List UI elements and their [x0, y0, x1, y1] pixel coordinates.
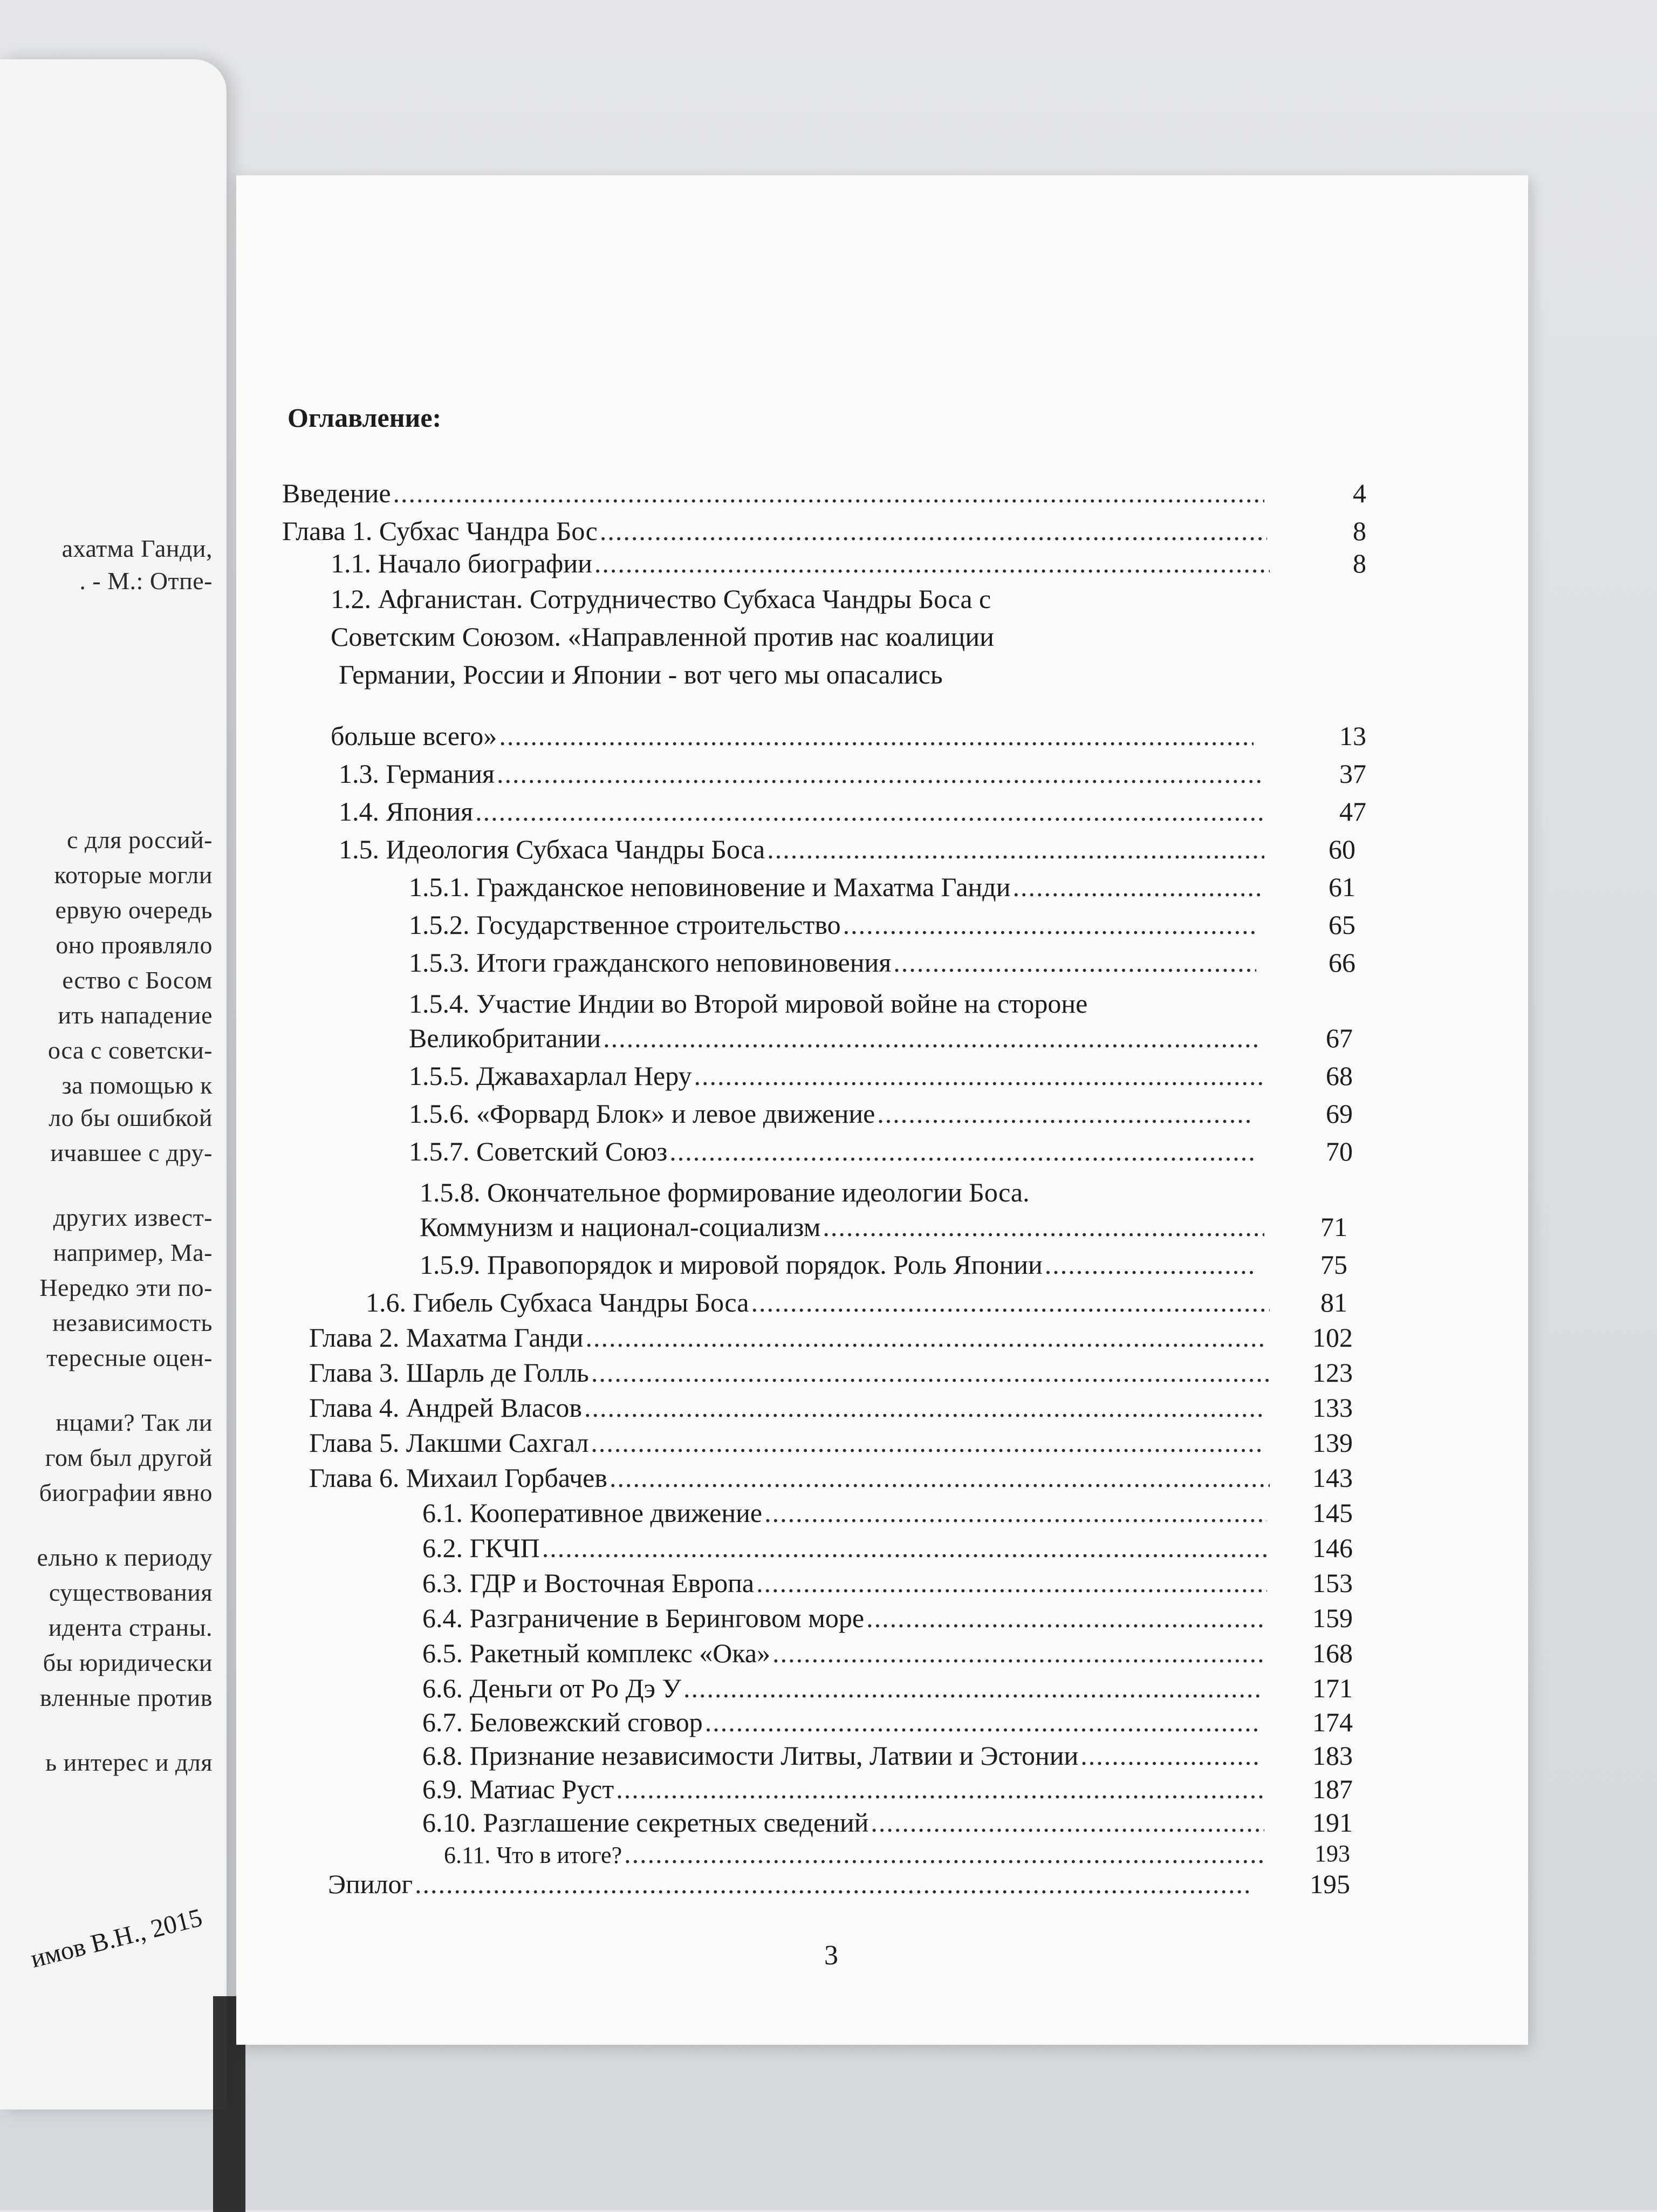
toc-page-number: 37 [1339, 759, 1366, 789]
previous-page-text-line: ло бы ошибкой [49, 1104, 213, 1131]
toc-page-number: 153 [1312, 1568, 1353, 1598]
toc-entry-title: 6.6. Деньги от Ро Дэ У [422, 1673, 681, 1703]
toc-entry-title: 1.4. Япония [339, 796, 474, 827]
previous-page-text-line: ахатма Ганди, [61, 535, 213, 562]
toc-entry [282, 515, 1269, 547]
toc-entry [409, 1060, 1266, 1091]
toc-leader-dots [616, 1773, 1264, 1805]
toc-entry [422, 1706, 1264, 1738]
toc-entry-title: Введение [282, 478, 391, 508]
toc-heading: Оглавление: [287, 402, 442, 433]
toc-page-number: 8 [1353, 548, 1366, 578]
toc-entry [309, 1322, 1269, 1353]
toc-leader-dots [499, 720, 1254, 752]
toc-leader-dots [767, 834, 1264, 865]
toc-entry [282, 477, 1266, 509]
toc-leader-dots [751, 1287, 1270, 1318]
previous-page-text-line: независимость [52, 1309, 213, 1336]
toc-page-number: 13 [1339, 721, 1366, 751]
previous-page-text-line: за помощью к [61, 1071, 213, 1099]
toc-entry [420, 1211, 1266, 1242]
toc-entry-title: Великобритании [409, 1023, 601, 1053]
previous-page-text-line: существования [49, 1579, 213, 1606]
toc-entry-line: 1.5.4. Участие Индии во Второй мировой войне на стороне [409, 988, 1088, 1019]
toc-page-number: 174 [1312, 1707, 1353, 1737]
toc-entry [422, 1807, 1266, 1838]
toc-page-number: 61 [1329, 872, 1355, 902]
toc-entry [339, 758, 1266, 789]
contents-page [236, 175, 1528, 2045]
toc-leader-dots [866, 1602, 1264, 1634]
toc-entry-title: Коммунизм и национал-социализм [420, 1212, 821, 1242]
toc-entry [309, 1427, 1264, 1458]
toc-leader-dots [683, 1672, 1262, 1704]
toc-entry-title: 6.9. Матиас Руст [422, 1774, 614, 1804]
previous-page-text-line: ество с Босом [62, 966, 213, 994]
toc-leader-dots [705, 1706, 1262, 1738]
toc-leader-dots [772, 1637, 1264, 1669]
toc-page-number: 102 [1312, 1322, 1353, 1353]
toc-entry [409, 909, 1261, 940]
toc-page-number: 47 [1339, 796, 1366, 827]
toc-page-number: 183 [1312, 1740, 1353, 1771]
toc-entry-title: 6.3. ГДР и Восточная Европа [422, 1568, 755, 1598]
toc-page-number: 159 [1312, 1603, 1353, 1633]
toc-entry [328, 1868, 1253, 1900]
previous-page-text-line: вленные против [40, 1684, 213, 1711]
previous-page-text-line: оно проявляло [56, 931, 213, 959]
previous-page-text-line: нцами? Так ли [56, 1409, 213, 1436]
page-number: 3 [824, 1940, 838, 1971]
toc-page-number: 65 [1329, 910, 1355, 940]
toc-leader-dots [475, 796, 1264, 827]
toc-entry [409, 871, 1266, 903]
toc-page-number: 69 [1326, 1098, 1353, 1129]
previous-page [0, 59, 227, 2109]
toc-entry-title: Глава 4. Андрей Власов [309, 1392, 582, 1423]
previous-page-text-line: ельно к периоду [37, 1544, 213, 1571]
toc-leader-dots [877, 1098, 1254, 1129]
previous-page-text-line: бы юридически [43, 1649, 213, 1676]
previous-page-text-line: других извест- [53, 1204, 213, 1231]
toc-page-number: 133 [1312, 1392, 1353, 1423]
toc-leader-dots [610, 1462, 1270, 1493]
toc-page-number: 143 [1312, 1463, 1353, 1493]
toc-entry-title: Глава 5. Лакшми Сахгал [309, 1428, 589, 1458]
toc-entry-line: 1.2. Афганистан. Сотрудничество Субхаса Чандры Боса с [331, 584, 991, 614]
toc-entry-title: 1.5.1. Гражданское неповиновение и Махатма Ганди [409, 872, 1011, 902]
toc-entry [409, 1022, 1264, 1054]
previous-page-text-line: биографии явно [39, 1479, 213, 1506]
toc-entry-title: 1.5.5. Джавахарлал Неру [409, 1061, 692, 1091]
toc-entry [422, 1497, 1269, 1528]
toc-entry [366, 1287, 1272, 1318]
toc-entry-title: 6.7. Беловежский сговор [422, 1707, 703, 1737]
toc-entry-title: Глава 3. Шарль де Голль [309, 1357, 589, 1388]
toc-entry [422, 1773, 1266, 1805]
toc-entry-line: Советским Союзом. «Направленной против нас коалиции [331, 622, 994, 652]
toc-page-number: 75 [1320, 1250, 1347, 1280]
toc-entry [409, 947, 1258, 978]
toc-entry-title: 1.5. Идеология Субхаса Чандры Боса [339, 834, 765, 864]
toc-entry [331, 548, 1272, 579]
toc-leader-dots [591, 1427, 1262, 1458]
toc-leader-dots [756, 1567, 1267, 1599]
toc-leader-dots [823, 1211, 1264, 1242]
toc-entry-title: 1.5.2. Государственное строительство [409, 910, 841, 940]
toc-leader-dots [415, 1868, 1251, 1900]
toc-page-number: 81 [1320, 1287, 1347, 1317]
previous-page-text-line: ить нападение [58, 1001, 213, 1029]
toc-page-number: 8 [1353, 516, 1366, 546]
toc-entry [422, 1602, 1266, 1634]
toc-entry [339, 834, 1266, 865]
toc-entry [309, 1357, 1272, 1388]
toc-page-number: 146 [1312, 1533, 1353, 1563]
toc-leader-dots [603, 1022, 1262, 1054]
toc-entry [409, 1136, 1258, 1167]
toc-leader-dots [591, 1357, 1270, 1388]
toc-leader-dots [497, 758, 1264, 789]
toc-entry-title: 1.5.3. Итоги гражданского неповиновения [409, 947, 892, 978]
previous-page-text-line: которые могли [54, 861, 213, 889]
previous-page-text-line: ь интерес и для [45, 1749, 213, 1776]
toc-leader-dots [594, 548, 1270, 579]
toc-entry-title: 6.5. Ракетный комплекс «Ока» [422, 1638, 771, 1668]
toc-page-number: 145 [1312, 1498, 1353, 1528]
previous-page-text-line: гом был другой [45, 1444, 213, 1471]
toc-entry-title: больше всего» [331, 721, 497, 751]
toc-entry-title: 1.1. Начало биографии [331, 548, 592, 578]
toc-entry-title: 1.3. Германия [339, 759, 495, 789]
toc-entry-line: 1.5.8. Окончательное формирование идеологии Боса. [420, 1177, 1030, 1207]
copyright-line: имов В.Н., 2015 [28, 1903, 205, 1974]
previous-page-text-line: с для россий- [67, 826, 213, 854]
toc-entry-line: Германии, России и Японии - вот чего мы опасались [339, 659, 943, 689]
toc-entry-title: 6.4. Разграничение в Беринговом море [422, 1603, 865, 1633]
toc-leader-dots [1045, 1249, 1256, 1280]
toc-entry-title: Глава 2. Махатма Ганди [309, 1322, 584, 1353]
previous-page-text-line: тересные оцен- [46, 1344, 213, 1371]
toc-entry [339, 796, 1266, 827]
toc-entry [309, 1462, 1272, 1493]
toc-entry-title: 6.11. Что в итоге? [444, 1842, 622, 1868]
toc-page-number: 68 [1326, 1061, 1353, 1091]
toc-page-number: 139 [1312, 1428, 1353, 1458]
toc-entry-title: 6.2. ГКЧП [422, 1533, 540, 1563]
toc-leader-dots [871, 1807, 1264, 1838]
toc-entry [422, 1672, 1264, 1704]
previous-page-text-line: ичавшее с дру- [50, 1139, 213, 1166]
toc-entry [422, 1637, 1266, 1669]
toc-entry [422, 1740, 1264, 1771]
toc-entry [422, 1567, 1269, 1599]
toc-leader-dots [393, 477, 1264, 509]
toc-entry-title: 6.1. Кооперативное движение [422, 1498, 763, 1528]
toc-leader-dots [694, 1060, 1264, 1091]
toc-entry [422, 1532, 1269, 1564]
toc-page-number: 67 [1326, 1023, 1353, 1053]
toc-entry [331, 720, 1256, 752]
toc-page-number: 187 [1312, 1774, 1353, 1804]
toc-entry-title: 6.10. Разглашение секретных сведений [422, 1807, 869, 1838]
toc-page-number: 168 [1312, 1638, 1353, 1668]
toc-entry-title: 1.5.6. «Форвард Блок» и левое движение [409, 1098, 875, 1129]
toc-leader-dots [1012, 871, 1264, 903]
toc-entry [409, 1098, 1256, 1129]
toc-entry-title: 1.6. Гибель Субхаса Чандры Боса [366, 1287, 749, 1317]
toc-page-number: 191 [1312, 1807, 1353, 1838]
toc-page-number: 171 [1312, 1673, 1353, 1703]
toc-page-number: 193 [1314, 1840, 1350, 1867]
previous-page-text-line: Нередко эти по- [39, 1274, 213, 1301]
toc-page-number: 70 [1326, 1136, 1353, 1166]
toc-leader-dots [843, 909, 1259, 940]
previous-page-text-line: идента страны. [48, 1614, 213, 1641]
toc-entry [309, 1392, 1266, 1423]
toc-leader-dots [584, 1392, 1264, 1423]
previous-page-text-line: ервую очередь [55, 896, 213, 924]
toc-leader-dots [669, 1136, 1256, 1167]
toc-page-number: 71 [1320, 1212, 1347, 1242]
toc-entry-title: Глава 1. Субхас Чандра Бос [282, 516, 598, 546]
previous-page-text-line: . - М.: Отпе- [79, 567, 213, 595]
toc-entry-title: Эпилог [328, 1869, 413, 1899]
toc-leader-dots [585, 1322, 1267, 1353]
toc-entry-title: 1.5.9. Правопорядок и мировой порядок. Роль Японии [420, 1250, 1043, 1280]
toc-leader-dots [542, 1532, 1267, 1564]
toc-leader-dots [893, 947, 1256, 978]
toc-page-number: 123 [1312, 1357, 1353, 1388]
toc-entry [444, 1838, 1269, 1871]
toc-leader-dots [764, 1497, 1267, 1528]
toc-leader-dots [1080, 1740, 1262, 1771]
toc-entry [420, 1249, 1258, 1280]
toc-page-number: 195 [1310, 1869, 1350, 1899]
toc-leader-dots [600, 515, 1267, 547]
toc-entry-title: Глава 6. Михаил Горбачев [309, 1463, 607, 1493]
toc-page-number: 66 [1329, 947, 1355, 978]
toc-page-number: 60 [1329, 834, 1355, 864]
toc-entry-title: 6.8. Признание независимости Литвы, Латвии и Эстонии [422, 1740, 1079, 1771]
previous-page-text-line: например, Ма- [53, 1239, 213, 1266]
toc-leader-dots [624, 1838, 1267, 1869]
toc-entry-title: 1.5.7. Советский Союз [409, 1136, 668, 1166]
previous-page-text-line: оса с советски- [47, 1036, 213, 1064]
toc-page-number: 4 [1353, 478, 1366, 508]
